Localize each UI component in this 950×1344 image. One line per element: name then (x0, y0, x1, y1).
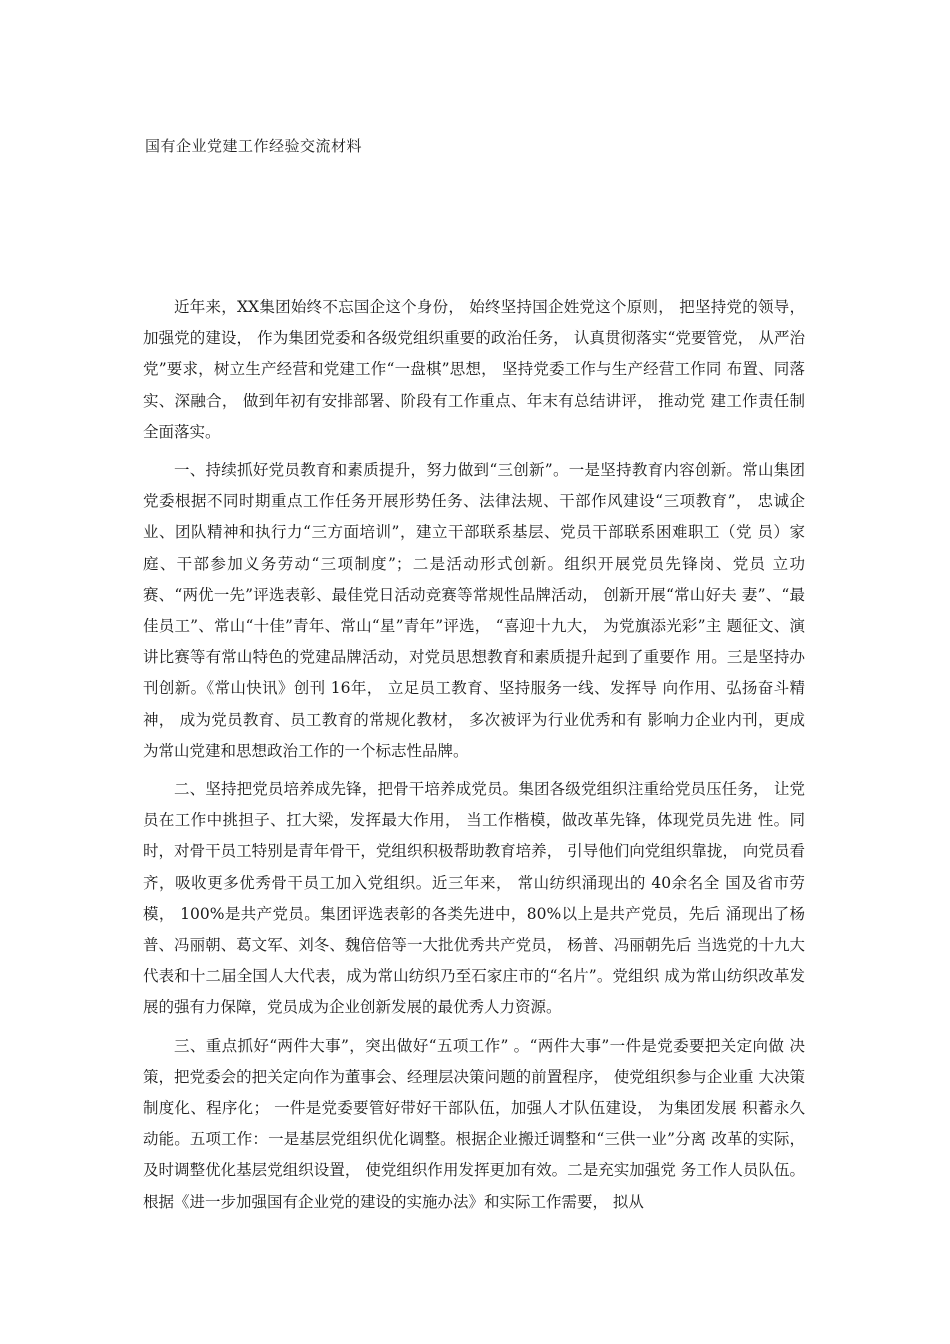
document-title: 国有企业党建工作经验交流材料 (145, 137, 363, 155)
document-body (143, 292, 805, 1218)
paragraph-section-2: 二、坚持把党员培养成先锋，把骨干培养成党员。集团各级党组织注重给党员压任务， 让党员在工作中挑担子、扛大梁，发挥最大作用， 当工作楷模，做改革先锋，体现党员先进 性。同时，对骨干员工特别是青年骨干，党组织积极帮助教育培养， 引导他们向党组织靠拢， 向党员看齐，吸收更多优秀骨干员工加入党组织。近三年来， 常山纺织涌现出的 40余名全 国及省市劳模， 100%是共产党员。集团评选表彰的各类先进中，80%以上是共产党员，先后 涌现出了杨普、冯丽朝、葛文军、刘冬、魏倍倍等一大批优秀共产党员， 杨普、冯丽朝先后 当选党的十九大代表和十二届全国人大代表，成为常山纺织乃至石家庄市的“名片”。党组织 成为常山纺织改革发展的强有力保障，党员成为企业创新发展的最优秀人力资源。 (143, 780, 805, 1017)
paragraph-section-3: 三、重点抓好“两件大事”，突出做好“五项工作” 。“两件大事”一件是党委要把关定向做 决策，把党委会的把关定向作为董事会、经理层决策问题的前置程序， 使党组织参与企业重 大决策制度化、程序化； 一件是党委要管好带好干部队伍，加强人才队伍建设， 为集团发展 积蓄永久动能。五项工作：一是基层党组织优化调整。根据企业搬迁调整和“三供一业”分离 改革的实际，及时调整优化基层党组织设置， 使党组织作用发挥更加有效。二是充实加强党 务工作人员队伍。根据《进一步加强国有企业党的建设的实施办法》和实际工作需要， 拟从 (143, 1036, 805, 1211)
paragraph-section-1: 一、持续抓好党员教育和素质提升，努力做到“三创新”。一是坚持教育内容创新。常山集团党委根据不同时期重点工作任务开展形势任务、法律法规、干部作风建设“三项教育”， 忠诚企业、团队精神和执行力“三方面培训”，建立干部联系基层、党员干部联系困难职工（党 员）家庭、干部参加义务劳动“三项制度”；二是活动形式创新。组织开展党员先锋岗、党员 立功赛、“两优一先”评选表彰、最佳党日活动竞赛等常规性品牌活动， 创新开展“常山好夫 妻”、“最佳员工”、常山“十佳”青年、常山“星”青年”评选， “喜迎十九大， 为党旗添光彩”主 题征文、演讲比赛等有常山特色的党建品牌活动，对党员思想教育和素质提升起到了重要作 用。三是坚持办刊创新。《常山快讯》创刊 16年， 立足员工教育、坚持服务一线、发挥导 向作用、弘扬奋斗精神， 成为党员教育、员工教育的常规化教材， 多次被评为行业优秀和有 影响力企业内刊，更成为常山党建和思想政治工作的一个标志性品牌。 (143, 461, 805, 760)
paragraph-intro: 近年来，XX集团始终不忘国企这个身份， 始终坚持国企姓党这个原则， 把坚持党的领导， 加强党的建设， 作为集团党委和各级党组织重要的政治任务， 认真贯彻落实“党要管党， 从严治党”要求，树立生产经营和党建工作“一盘棋”思想， 坚持党委工作与生产经营工作同 布置、同落实、深融合， 做到年初有安排部署、阶段有工作重点、年末有总结讲评， 推动党 建工作责任制全面落实。 (143, 298, 805, 441)
